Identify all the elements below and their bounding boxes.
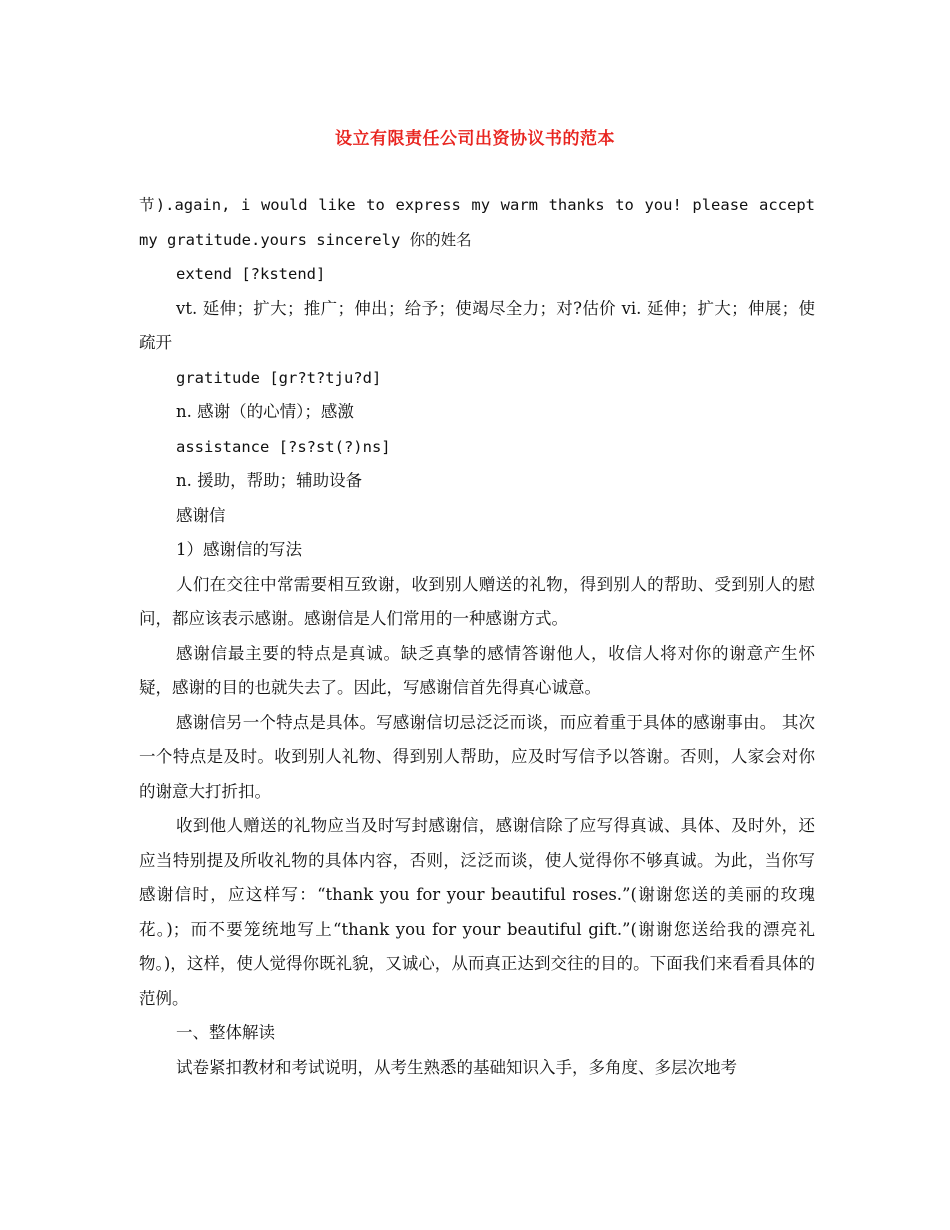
paragraph: extend [?kstend] [176, 265, 326, 283]
paragraph: 感谢信最主要的特点是真诚。缺乏真挚的感情答谢他人，收信人将对你的谢意产生怀疑，感谢的目的也就失去了。因此，写感谢信首先得真心诚意。 [139, 643, 815, 697]
paragraph: 感谢信另一个特点是具体。写感谢信切忌泛泛而谈，而应着重于具体的感谢事由。 其次一个特点是及时。收到别人礼物、得到别人帮助，应及时写信予以答谢。否则，人家会对你的谢意大打折扣。 [139, 712, 815, 801]
paragraph: n. 感谢（的心情）；感激 [176, 402, 354, 421]
paragraph: 收到他人赠送的礼物应当及时写封感谢信，感谢信除了应写得真诚、具体、及时外，还应当特别提及所收礼物的具体内容，否则，泛泛而谈，使人觉得你不够真诚。为此，当你写感谢信时，应这样写：“thank you for your beautiful roses.”(谢谢您送的美丽的玫瑰花。)；而不要笼统地写上“thank you for your beautiful gift.”(谢谢您送给我的漂亮礼物。)，这样，使人觉得你既礼貌，又诚心，从而真正达到交往的目的。下面我们来看看具体的范例。 [139, 816, 815, 1008]
paragraph: 试卷紧扣教材和考试说明，从考生熟悉的基础知识入手，多角度、多层次地考 [176, 1057, 737, 1077]
paragraph: n. 援助，帮助；辅助设备 [176, 471, 363, 490]
paragraph: 感谢信 [176, 505, 226, 525]
paragraph: 人们在交往中常需要相互致谢，收到别人赠送的礼物，得到别人的帮助、受到别人的慰问，都应该表示感谢。感谢信是人们常用的一种感谢方式。 [139, 574, 815, 628]
paragraph: gratitude [gr?t?tju?d] [176, 368, 382, 387]
paragraph: 1）感谢信的写法 [176, 540, 302, 559]
paragraph: 一、整体解读 [176, 1023, 275, 1042]
paragraph: vt. 延伸；扩大；推广；伸出；给予；使竭尽全力；对?估价 vi. 延伸；扩大；伸展；使疏开 [139, 298, 815, 352]
document-title: 设立有限责任公司出资协议书的范本 [335, 129, 615, 149]
paragraph: assistance [?s?st(?)ns] [176, 437, 391, 456]
paragraph: 节).again, i would like to express my warm thanks to you! please accept my gratitude.yours sincerely 你的姓名 [139, 196, 815, 249]
document-body [139, 188, 815, 1085]
